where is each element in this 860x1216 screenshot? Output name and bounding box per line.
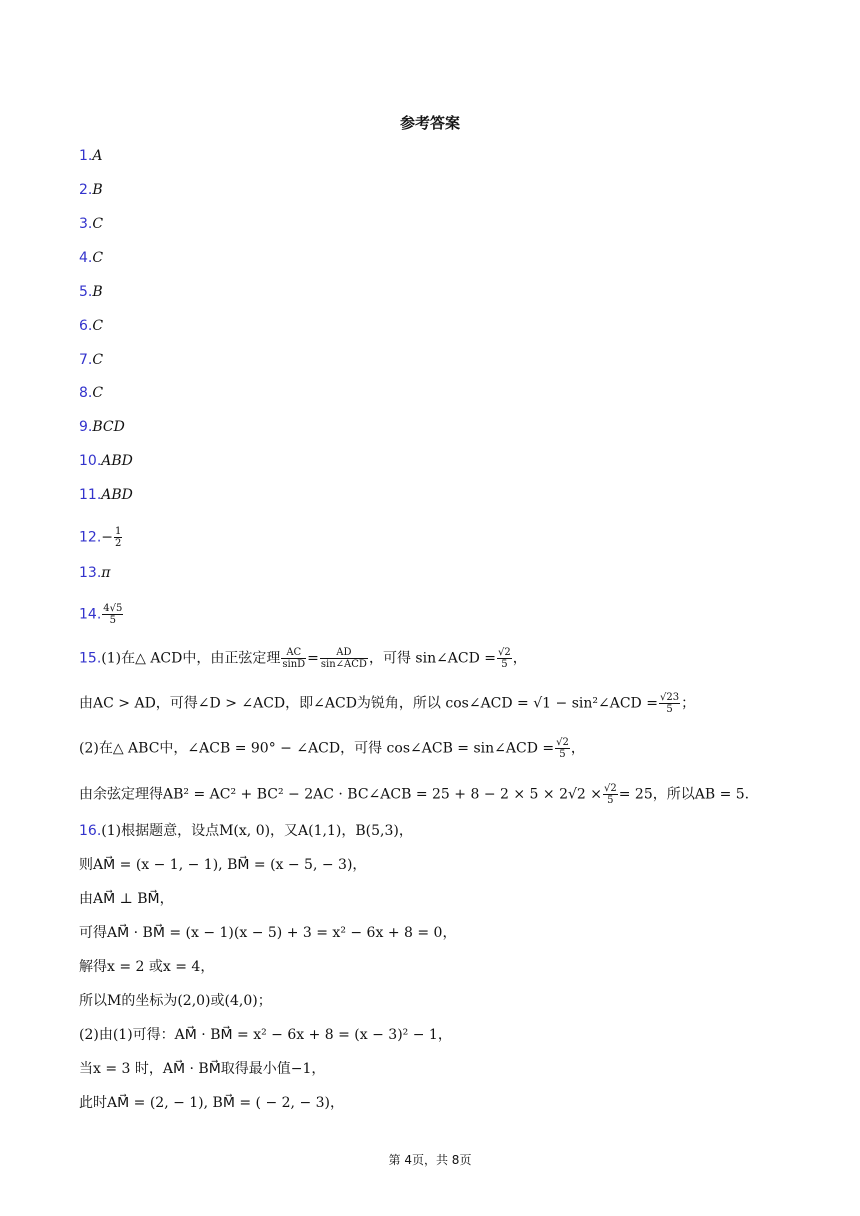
answer-value: ABD <box>101 453 133 469</box>
answer-6 <box>79 316 103 336</box>
answer-13 <box>79 563 110 583</box>
solution-16-line-8: 当x = 3 时，AM⃗ · BM⃗取得最小值−1， <box>79 1061 326 1077</box>
question-number: 1. <box>79 148 93 164</box>
question-number: 7. <box>79 352 93 368</box>
question-number: 16. <box>79 823 102 839</box>
solution-16-line-6: 所以M的坐标为(2,0)或(4,0)； <box>79 993 272 1009</box>
solution-15-line-1: 15.(1)在△ ACD中，由正弦定理 $\frac{AC}{\sin D}$ = $\frac{AD}{\text{sin∠ACD}}$ ，可得 sin∠ACD = $\frac{√2}{5}$ ， <box>79 647 527 670</box>
answer-11 <box>79 485 133 505</box>
answer-value: C <box>92 352 104 368</box>
question-number: 10. <box>79 453 102 469</box>
solution-16-line-3: 由AM⃗ ⊥ BM⃗， <box>79 891 174 907</box>
page-title: 参考答案 <box>399 114 460 132</box>
solution-16-line-1: 16.(1)根据题意，设点M(x, 0)，又A(1,1)，B(5,3)， <box>79 823 413 839</box>
answer-value: ABD <box>101 487 133 503</box>
question-number: 11. <box>79 487 102 503</box>
question-number: 14. <box>79 606 102 623</box>
answer-3 <box>79 214 103 234</box>
question-number: 2. <box>79 182 93 198</box>
fraction: $\frac{AC}{\sin D}$ <box>282 647 306 670</box>
solution-16-line-4: 可得AM⃗ · BM⃗ = (x − 1)(x − 5) + 3 = x² − 6x + 8 = 0， <box>79 925 457 941</box>
answer-12 <box>79 526 123 549</box>
solution-16-line-9: 此时AM⃗ = (2, − 1), BM⃗ = ( − 2, − 3)， <box>79 1095 344 1111</box>
answer-value: A <box>92 148 103 164</box>
page-footer: 第 4页，共 8页 <box>388 1153 472 1167</box>
fraction: $\frac{√2}{5}$ <box>604 783 617 806</box>
fraction: $\frac{√2}{5}$ <box>556 737 569 760</box>
question-number: 6. <box>79 318 93 334</box>
solution-15-line-4: 由余弦定理得AB² = AC² + BC² − 2AC · BC∠ACB = 25 + 8 − 2 × 5 × 2√2 × $\frac{√2}{5}$ = 25，所以AB = 5. <box>79 783 750 806</box>
minus-sign: − <box>101 529 113 546</box>
answer-4 <box>79 248 103 268</box>
answer-value: C <box>92 385 104 401</box>
answer-1 <box>79 146 102 166</box>
answer-value: B <box>92 284 103 300</box>
answer-value: B <box>92 182 103 198</box>
question-number: 4. <box>79 250 93 266</box>
question-number: 12. <box>79 529 102 546</box>
answer-7 <box>79 350 103 370</box>
solution-15-line-3: (2)在△ ABC中，∠ACB = 90° − ∠ACD，可得 cos∠ACB = sin∠ACD = $\frac{√2}{5}$ ， <box>79 737 585 760</box>
answer-value: π <box>101 565 111 581</box>
fraction: $\frac{√2}{5}$ <box>498 647 511 670</box>
answer-value: C <box>92 318 104 334</box>
answer-5 <box>79 282 103 302</box>
fraction: $\frac{√23}{5}$ <box>659 692 680 715</box>
question-number: 8. <box>79 385 93 401</box>
answer-10 <box>79 451 133 471</box>
answer-2 <box>79 180 103 200</box>
answer-value: C <box>92 216 104 232</box>
answer-value: C <box>92 250 104 266</box>
question-number: 3. <box>79 216 93 232</box>
solution-16-line-7: (2)由(1)可得：AM⃗ · BM⃗ = x² − 6x + 8 = (x − 3)² − 1， <box>79 1027 452 1043</box>
answer-14 <box>79 603 124 626</box>
fraction: $\frac{AD}{\text{sin∠ACD}}$ <box>320 647 367 670</box>
solution-16-line-2: 则AM⃗ = (x − 1, − 1), BM⃗ = (x − 5, − 3)， <box>79 857 367 873</box>
answer-value: BCD <box>92 419 125 435</box>
question-number: 5. <box>79 284 93 300</box>
answer-8 <box>79 383 103 403</box>
fraction: $\frac{1}{2}$ <box>115 526 122 549</box>
question-number: 13. <box>79 565 102 581</box>
question-number: 15. <box>79 650 102 667</box>
question-number: 9. <box>79 419 93 435</box>
fraction: $\frac{4√5}{5}$ <box>103 603 123 626</box>
answer-9 <box>79 417 125 437</box>
solution-15-line-2: 由AC > AD，可得∠D > ∠ACD，即∠ACD为锐角，所以 cos∠ACD = √1 − sin²∠ACD = $\frac{√23}{5}$ ； <box>79 692 696 715</box>
solution-16-line-5: 解得x = 2 或x = 4， <box>79 959 215 975</box>
